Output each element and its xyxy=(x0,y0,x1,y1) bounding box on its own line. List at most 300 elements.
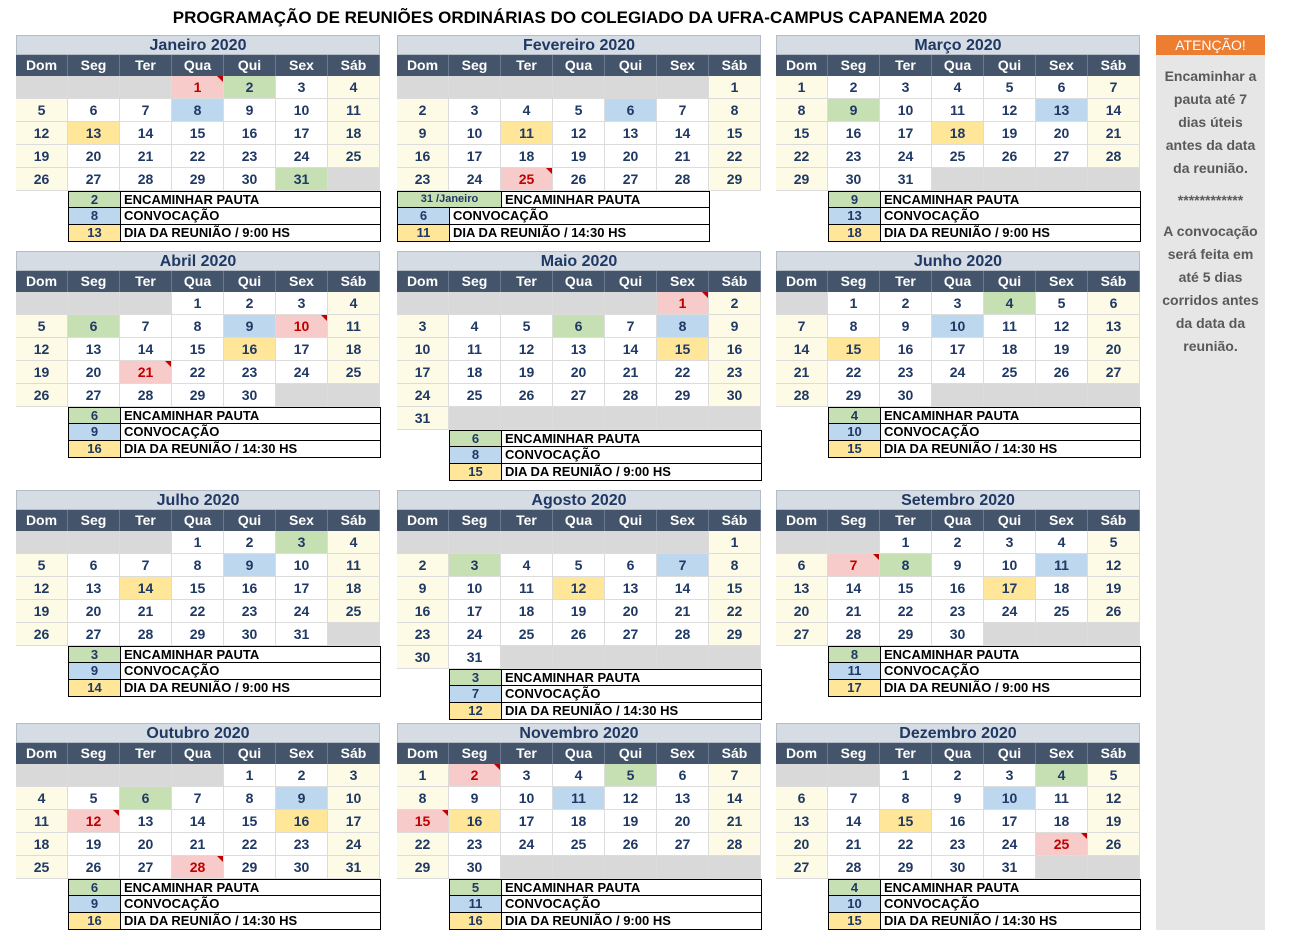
day-cell: 9 xyxy=(932,554,984,577)
day-cell: 19 xyxy=(1036,338,1088,361)
day-cell: 21 xyxy=(120,361,172,384)
legend-date: 6 xyxy=(398,208,450,224)
day-cell: 26 xyxy=(16,623,68,646)
day-cell: 4 xyxy=(449,315,501,338)
weekday-header: Ter xyxy=(880,55,932,76)
day-cell: 27 xyxy=(553,384,605,407)
day-cell: 25 xyxy=(501,623,553,646)
day-cell: 13 xyxy=(605,577,657,600)
legend-text: DIA DA REUNIÃO / 14:30 HS xyxy=(884,913,1058,928)
empty-day-cell xyxy=(449,531,501,554)
weekday-header: Dom xyxy=(397,510,449,531)
weekday-header: Qui xyxy=(224,55,276,76)
day-cell: 11 xyxy=(501,122,553,145)
day-cell: 8 xyxy=(828,315,880,338)
weekday-header: Sáb xyxy=(1088,743,1140,764)
day-cell: 18 xyxy=(449,361,501,384)
weekday-header: Seg xyxy=(68,55,120,76)
weekday-header: Ter xyxy=(501,55,553,76)
day-cell: 31 xyxy=(984,856,1036,879)
day-cell: 24 xyxy=(449,623,501,646)
day-cell: 10 xyxy=(984,787,1036,810)
legend-text: ENCAMINHAR PAUTA xyxy=(884,880,1020,895)
empty-day-cell xyxy=(776,531,828,554)
month-calendar xyxy=(776,723,1140,928)
day-cell: 26 xyxy=(605,833,657,856)
weekday-header: Qui xyxy=(984,743,1036,764)
month-title: Novembro 2020 xyxy=(397,723,761,743)
day-cell: 7 xyxy=(605,315,657,338)
day-cell: 5 xyxy=(1088,531,1140,554)
day-cell: 5 xyxy=(501,315,553,338)
weekday-header: Seg xyxy=(828,743,880,764)
day-cell: 8 xyxy=(880,787,932,810)
weekday-header: Ter xyxy=(120,510,172,531)
empty-day-cell xyxy=(828,531,880,554)
day-cell: 12 xyxy=(984,99,1036,122)
day-cell: 19 xyxy=(984,122,1036,145)
day-cell: 28 xyxy=(828,623,880,646)
day-cell: 20 xyxy=(120,833,172,856)
day-cell: 21 xyxy=(657,600,709,623)
month-title: Junho 2020 xyxy=(776,251,1140,271)
weekday-header: Sex xyxy=(276,55,328,76)
day-cell: 19 xyxy=(553,145,605,168)
weekday-header: Seg xyxy=(449,55,501,76)
day-cell: 12 xyxy=(16,338,68,361)
day-cell: 10 xyxy=(449,122,501,145)
day-cell: 1 xyxy=(880,531,932,554)
legend-row xyxy=(68,225,381,242)
day-cell: 3 xyxy=(984,764,1036,787)
empty-day-cell xyxy=(605,407,657,430)
legend-text: ENCAMINHAR PAUTA xyxy=(884,192,1020,207)
day-cell: 22 xyxy=(880,833,932,856)
month-calendar xyxy=(776,35,1140,240)
weekday-header: Sáb xyxy=(709,271,761,292)
legend-text: DIA DA REUNIÃO / 14:30 HS xyxy=(505,703,679,718)
legend-text: ENCAMINHAR PAUTA xyxy=(124,647,260,662)
day-cell: 29 xyxy=(172,384,224,407)
weekday-header: Sex xyxy=(1036,510,1088,531)
day-cell: 11 xyxy=(328,315,380,338)
day-cell: 1 xyxy=(397,764,449,787)
weekday-header: Sex xyxy=(657,743,709,764)
day-cell: 14 xyxy=(657,122,709,145)
legend-text: CONVOCAÇÃO xyxy=(124,424,220,439)
day-cell: 28 xyxy=(657,623,709,646)
day-cell: 7 xyxy=(657,554,709,577)
day-cell: 29 xyxy=(880,856,932,879)
empty-day-cell xyxy=(16,292,68,315)
weekday-header: Seg xyxy=(449,271,501,292)
day-cell: 16 xyxy=(880,338,932,361)
day-cell: 28 xyxy=(657,168,709,191)
legend-text: DIA DA REUNIÃO / 14:30 HS xyxy=(884,441,1058,456)
weekday-header: Sáb xyxy=(709,55,761,76)
day-cell: 29 xyxy=(224,856,276,879)
empty-day-cell xyxy=(984,168,1036,191)
empty-day-cell xyxy=(605,531,657,554)
weekday-header: Dom xyxy=(776,510,828,531)
day-cell: 6 xyxy=(68,99,120,122)
empty-day-cell xyxy=(553,76,605,99)
day-cell: 10 xyxy=(880,99,932,122)
empty-day-cell xyxy=(172,764,224,787)
day-cell: 24 xyxy=(449,168,501,191)
weekday-header: Sáb xyxy=(328,743,380,764)
weekday-header: Qua xyxy=(553,510,605,531)
empty-day-cell xyxy=(709,856,761,879)
empty-day-cell xyxy=(776,764,828,787)
empty-day-cell xyxy=(501,646,553,669)
day-cell: 16 xyxy=(397,145,449,168)
day-cell: 3 xyxy=(449,99,501,122)
day-cell: 16 xyxy=(276,810,328,833)
legend-text: ENCAMINHAR PAUTA xyxy=(505,431,641,446)
empty-day-cell xyxy=(553,531,605,554)
day-cell: 18 xyxy=(1036,577,1088,600)
day-cell: 17 xyxy=(880,122,932,145)
day-cell: 30 xyxy=(932,856,984,879)
day-cell: 23 xyxy=(828,145,880,168)
day-cell: 2 xyxy=(880,292,932,315)
month-legend xyxy=(828,646,1141,697)
legend-text: DIA DA REUNIÃO / 9:00 HS xyxy=(124,225,290,240)
day-cell: 9 xyxy=(224,315,276,338)
attention-panel xyxy=(1156,35,1265,930)
month-title: Janeiro 2020 xyxy=(16,35,380,55)
day-cell: 24 xyxy=(276,600,328,623)
weekday-header: Sáb xyxy=(328,55,380,76)
day-cell: 17 xyxy=(276,577,328,600)
day-cell: 9 xyxy=(449,787,501,810)
legend-text: DIA DA REUNIÃO / 14:30 HS xyxy=(124,913,298,928)
day-cell: 26 xyxy=(553,168,605,191)
day-cell: 20 xyxy=(1036,122,1088,145)
weekday-header: Sex xyxy=(657,510,709,531)
legend-row xyxy=(828,208,1141,225)
day-cell: 3 xyxy=(276,76,328,99)
day-cell: 18 xyxy=(501,145,553,168)
empty-day-cell xyxy=(328,384,380,407)
empty-day-cell xyxy=(709,407,761,430)
day-cell: 30 xyxy=(276,856,328,879)
weekday-header: Ter xyxy=(120,743,172,764)
month-legend xyxy=(397,191,710,242)
day-cell: 8 xyxy=(172,554,224,577)
day-cell: 26 xyxy=(68,856,120,879)
day-cell: 8 xyxy=(172,99,224,122)
weekday-header: Qui xyxy=(224,510,276,531)
day-cell: 5 xyxy=(16,99,68,122)
legend-row xyxy=(449,879,762,896)
day-cell: 22 xyxy=(828,361,880,384)
day-cell: 17 xyxy=(501,810,553,833)
day-cell: 6 xyxy=(68,315,120,338)
legend-date: 10 xyxy=(829,424,881,440)
day-cell: 31 xyxy=(397,407,449,430)
day-cell: 1 xyxy=(224,764,276,787)
weekday-header: Sex xyxy=(657,271,709,292)
day-cell: 16 xyxy=(449,810,501,833)
day-cell: 21 xyxy=(657,145,709,168)
legend-text: DIA DA REUNIÃO / 9:00 HS xyxy=(884,680,1050,695)
day-cell: 23 xyxy=(276,833,328,856)
empty-day-cell xyxy=(657,856,709,879)
day-cell: 6 xyxy=(120,787,172,810)
day-cell: 30 xyxy=(224,168,276,191)
empty-day-cell xyxy=(828,764,880,787)
day-cell: 30 xyxy=(709,384,761,407)
weekday-header: Dom xyxy=(776,271,828,292)
day-cell: 1 xyxy=(657,292,709,315)
day-cell: 15 xyxy=(880,577,932,600)
day-cell: 30 xyxy=(828,168,880,191)
day-cell: 4 xyxy=(501,554,553,577)
day-cell: 4 xyxy=(328,76,380,99)
day-cell: 26 xyxy=(1088,600,1140,623)
day-cell: 23 xyxy=(224,145,276,168)
day-cell: 28 xyxy=(709,833,761,856)
day-cell: 6 xyxy=(68,554,120,577)
legend-date: 13 xyxy=(829,208,881,224)
weekday-header: Qua xyxy=(932,510,984,531)
weekday-header: Qua xyxy=(553,743,605,764)
empty-day-cell xyxy=(501,292,553,315)
empty-day-cell xyxy=(1088,168,1140,191)
month-legend xyxy=(449,669,762,720)
month-calendar xyxy=(397,723,761,928)
day-cell: 5 xyxy=(984,76,1036,99)
day-cell: 4 xyxy=(328,292,380,315)
day-cell: 14 xyxy=(709,787,761,810)
month-calendar xyxy=(397,490,761,718)
day-cell: 8 xyxy=(709,554,761,577)
day-cell: 12 xyxy=(68,810,120,833)
legend-row xyxy=(68,680,381,697)
day-cell: 27 xyxy=(68,623,120,646)
empty-day-cell xyxy=(397,531,449,554)
legend-text: CONVOCAÇÃO xyxy=(884,208,980,223)
day-cell: 25 xyxy=(553,833,605,856)
legend-row xyxy=(449,896,762,913)
legend-text: CONVOCAÇÃO xyxy=(884,663,980,678)
day-cell: 22 xyxy=(224,833,276,856)
day-cell: 22 xyxy=(709,145,761,168)
legend-text: CONVOCAÇÃO xyxy=(884,896,980,911)
day-cell: 15 xyxy=(397,810,449,833)
legend-date: 6 xyxy=(69,880,121,895)
empty-day-cell xyxy=(449,407,501,430)
day-cell: 19 xyxy=(553,600,605,623)
empty-day-cell xyxy=(120,764,172,787)
day-cell: 17 xyxy=(449,145,501,168)
day-cell: 17 xyxy=(276,122,328,145)
month-calendar xyxy=(397,251,761,479)
day-cell: 26 xyxy=(1036,361,1088,384)
day-cell: 20 xyxy=(68,600,120,623)
day-cell: 13 xyxy=(120,810,172,833)
weekday-header: Qui xyxy=(984,55,1036,76)
day-cell: 18 xyxy=(984,338,1036,361)
day-cell: 28 xyxy=(828,856,880,879)
day-cell: 21 xyxy=(828,833,880,856)
weekday-header: Dom xyxy=(776,743,828,764)
day-cell: 29 xyxy=(709,168,761,191)
day-cell: 26 xyxy=(984,145,1036,168)
day-cell: 5 xyxy=(605,764,657,787)
legend-date: 15 xyxy=(450,464,502,480)
day-cell: 3 xyxy=(880,76,932,99)
legend-date: 11 xyxy=(450,896,502,912)
month-calendar xyxy=(776,490,1140,695)
weekday-header: Qua xyxy=(932,55,984,76)
day-cell: 27 xyxy=(68,384,120,407)
day-cell: 2 xyxy=(709,292,761,315)
legend-row xyxy=(449,464,762,481)
day-cell: 14 xyxy=(1088,99,1140,122)
month-calendar xyxy=(776,251,1140,456)
day-cell: 11 xyxy=(449,338,501,361)
day-cell: 15 xyxy=(172,577,224,600)
legend-row xyxy=(828,225,1141,242)
day-cell: 22 xyxy=(172,145,224,168)
day-cell: 2 xyxy=(397,99,449,122)
empty-day-cell xyxy=(328,168,380,191)
day-cell: 14 xyxy=(172,810,224,833)
empty-day-cell xyxy=(397,76,449,99)
weekday-header: Seg xyxy=(828,271,880,292)
day-cell: 25 xyxy=(328,600,380,623)
day-cell: 7 xyxy=(828,787,880,810)
day-cell: 29 xyxy=(776,168,828,191)
day-cell: 10 xyxy=(276,99,328,122)
day-cell: 24 xyxy=(984,833,1036,856)
empty-day-cell xyxy=(1036,623,1088,646)
day-cell: 9 xyxy=(224,99,276,122)
empty-day-cell xyxy=(449,76,501,99)
day-cell: 9 xyxy=(276,787,328,810)
empty-day-cell xyxy=(1036,856,1088,879)
empty-day-cell xyxy=(120,531,172,554)
day-cell: 18 xyxy=(328,338,380,361)
legend-date: 6 xyxy=(69,408,121,423)
day-cell: 11 xyxy=(984,315,1036,338)
day-cell: 25 xyxy=(449,384,501,407)
month-title: Agosto 2020 xyxy=(397,490,761,510)
legend-row xyxy=(828,407,1141,424)
month-title: Outubro 2020 xyxy=(16,723,380,743)
month-calendar xyxy=(397,35,761,240)
day-cell: 17 xyxy=(276,338,328,361)
empty-day-cell xyxy=(1088,623,1140,646)
day-cell: 28 xyxy=(172,856,224,879)
legend-row xyxy=(828,191,1141,208)
day-cell: 19 xyxy=(1088,577,1140,600)
empty-day-cell xyxy=(1088,856,1140,879)
day-cell: 30 xyxy=(224,623,276,646)
weekday-header: Sex xyxy=(657,55,709,76)
day-cell: 22 xyxy=(880,600,932,623)
day-cell: 14 xyxy=(120,577,172,600)
day-cell: 6 xyxy=(553,315,605,338)
day-cell: 17 xyxy=(397,361,449,384)
weekday-header: Qua xyxy=(172,743,224,764)
day-cell: 17 xyxy=(984,577,1036,600)
day-cell: 13 xyxy=(68,338,120,361)
empty-day-cell xyxy=(276,384,328,407)
weekday-header: Qua xyxy=(932,743,984,764)
day-cell: 31 xyxy=(328,856,380,879)
day-cell: 3 xyxy=(328,764,380,787)
day-cell: 26 xyxy=(501,384,553,407)
day-cell: 11 xyxy=(328,554,380,577)
weekday-header: Qui xyxy=(984,510,1036,531)
legend-text: ENCAMINHAR PAUTA xyxy=(124,192,260,207)
day-cell: 2 xyxy=(449,764,501,787)
legend-date: 16 xyxy=(69,441,121,457)
day-cell: 27 xyxy=(605,623,657,646)
month-title: Maio 2020 xyxy=(397,251,761,271)
empty-day-cell xyxy=(657,76,709,99)
day-cell: 10 xyxy=(397,338,449,361)
weekday-header: Seg xyxy=(68,271,120,292)
legend-row xyxy=(828,913,1141,930)
day-cell: 22 xyxy=(657,361,709,384)
weekday-header: Qua xyxy=(172,55,224,76)
day-cell: 29 xyxy=(880,623,932,646)
day-cell: 26 xyxy=(16,384,68,407)
day-cell: 8 xyxy=(397,787,449,810)
empty-day-cell xyxy=(1036,168,1088,191)
weekday-header: Ter xyxy=(501,510,553,531)
weekday-header: Sáb xyxy=(1088,271,1140,292)
day-cell: 15 xyxy=(709,122,761,145)
weekday-header: Sáb xyxy=(1088,510,1140,531)
legend-text: DIA DA REUNIÃO / 9:00 HS xyxy=(505,464,671,479)
month-legend xyxy=(68,646,381,697)
day-cell: 2 xyxy=(224,292,276,315)
empty-day-cell xyxy=(501,76,553,99)
empty-day-cell xyxy=(932,168,984,191)
day-cell: 18 xyxy=(328,122,380,145)
day-cell: 1 xyxy=(172,76,224,99)
weekday-header: Sáb xyxy=(328,271,380,292)
day-cell: 7 xyxy=(776,315,828,338)
legend-date: 16 xyxy=(450,913,502,929)
empty-day-cell xyxy=(397,292,449,315)
day-cell: 1 xyxy=(828,292,880,315)
day-cell: 15 xyxy=(172,338,224,361)
day-cell: 20 xyxy=(605,600,657,623)
legend-text: DIA DA REUNIÃO / 9:00 HS xyxy=(884,225,1050,240)
month-legend xyxy=(68,879,381,930)
day-cell: 12 xyxy=(1036,315,1088,338)
day-cell: 20 xyxy=(776,600,828,623)
weekday-header: Sáb xyxy=(709,743,761,764)
legend-text: ENCAMINHAR PAUTA xyxy=(505,192,641,207)
day-cell: 13 xyxy=(68,122,120,145)
day-cell: 21 xyxy=(828,600,880,623)
weekday-header: Qui xyxy=(224,743,276,764)
empty-day-cell xyxy=(605,856,657,879)
day-cell: 20 xyxy=(657,810,709,833)
legend-row xyxy=(68,424,381,441)
day-cell: 25 xyxy=(328,361,380,384)
day-cell: 16 xyxy=(932,810,984,833)
weekday-header: Qua xyxy=(553,271,605,292)
